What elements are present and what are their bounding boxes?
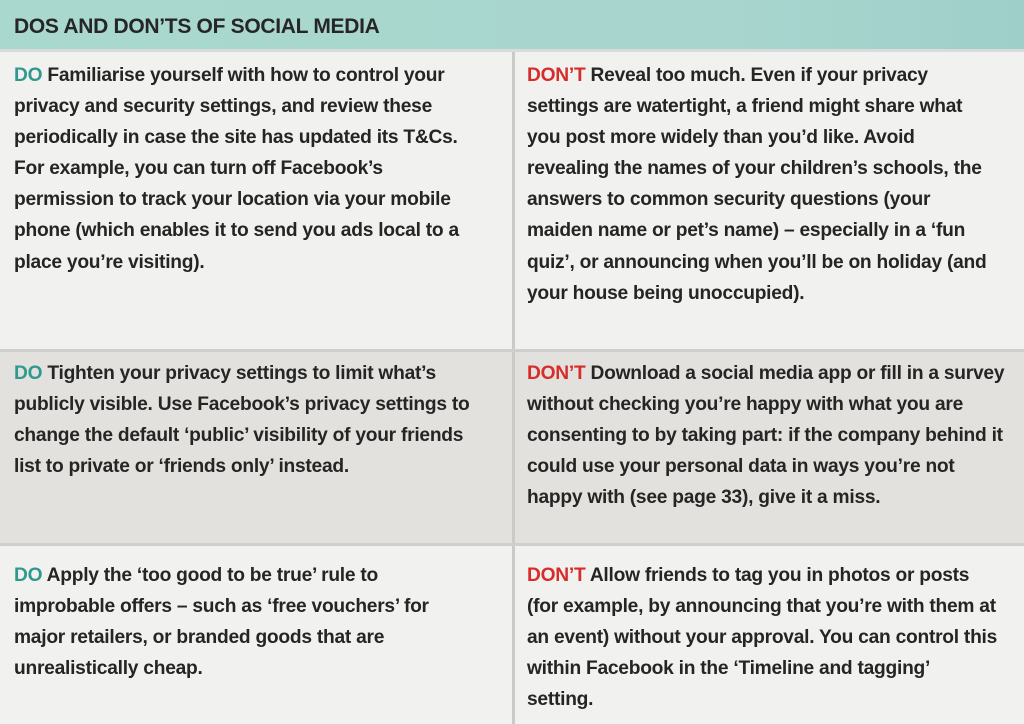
dont-text-block-3 xyxy=(527,560,1000,715)
do-label-3: DO xyxy=(14,565,43,586)
do-label-1: DO xyxy=(14,65,43,86)
panel-title: DOS AND DON’TS OF SOCIAL MEDIA xyxy=(14,15,380,38)
do-cell-2 xyxy=(0,352,512,543)
row-divider-1 xyxy=(0,349,1024,352)
do-cell-1 xyxy=(0,52,512,349)
dont-label-1: DON’T xyxy=(527,65,586,86)
panel-header xyxy=(0,0,1024,52)
dont-text-block-2 xyxy=(527,358,1005,513)
dont-cell-3 xyxy=(515,546,1024,724)
do-label-2: DO xyxy=(14,363,43,384)
do-text-block-2 xyxy=(14,358,492,482)
dont-label-2: DON’T xyxy=(527,363,586,384)
do-text-3: Apply the ‘too good to be true’ rule to improbable offers – such as ‘free vouchers’ for major retailers, or branded goods that are unrealistically cheap. xyxy=(14,565,429,680)
do-text-block-1 xyxy=(14,60,474,278)
row-divider-2 xyxy=(0,543,1024,546)
dont-text-block-1 xyxy=(527,60,1000,309)
dont-text-1: Reveal too much. Even if your privacy settings are watertight, a friend might share what you post more widely than you’d like. Avoid revealing the names of your children’s schools, the answers to common security questions (your maiden name or pet’s name) – especially in a ‘fun quiz’, or announcing when you’ll be on holiday (and your house being unoccupied). xyxy=(527,65,987,304)
dont-label-3: DON’T xyxy=(527,565,586,586)
do-text-2: Tighten your privacy settings to limit what’s publicly visible. Use Facebook’s privacy settings to change the default ‘public’ visibility of your friends list to private or ‘friends only’ instead. xyxy=(14,363,470,478)
column-divider xyxy=(512,52,515,724)
do-text-block-3 xyxy=(14,560,464,684)
do-cell-3 xyxy=(0,546,512,724)
dont-cell-1 xyxy=(515,52,1024,349)
dos-donts-grid xyxy=(0,52,1024,724)
dont-text-3: Allow friends to tag you in photos or posts (for example, by announcing that you’re with them at an event) without your approval. You can control this within Facebook in the ‘Timeline and tagging’ setting. xyxy=(527,565,998,711)
do-text-1: Familiarise yourself with how to control your privacy and security settings, and review these periodically in case the site has updated its T&Cs. For example, you can turn off Facebook’s permission to track your location via your mobile phone (which enables it to send you ads local to a place you’re visiting). xyxy=(14,65,459,273)
dont-cell-2 xyxy=(515,352,1024,543)
dont-text-2: Download a social media app or fill in a survey without checking you’re happy with what you are consenting to by taking part: if the company behind it could use your personal data in ways you’re not happy with (see page 33), give it a miss. xyxy=(527,363,1005,509)
